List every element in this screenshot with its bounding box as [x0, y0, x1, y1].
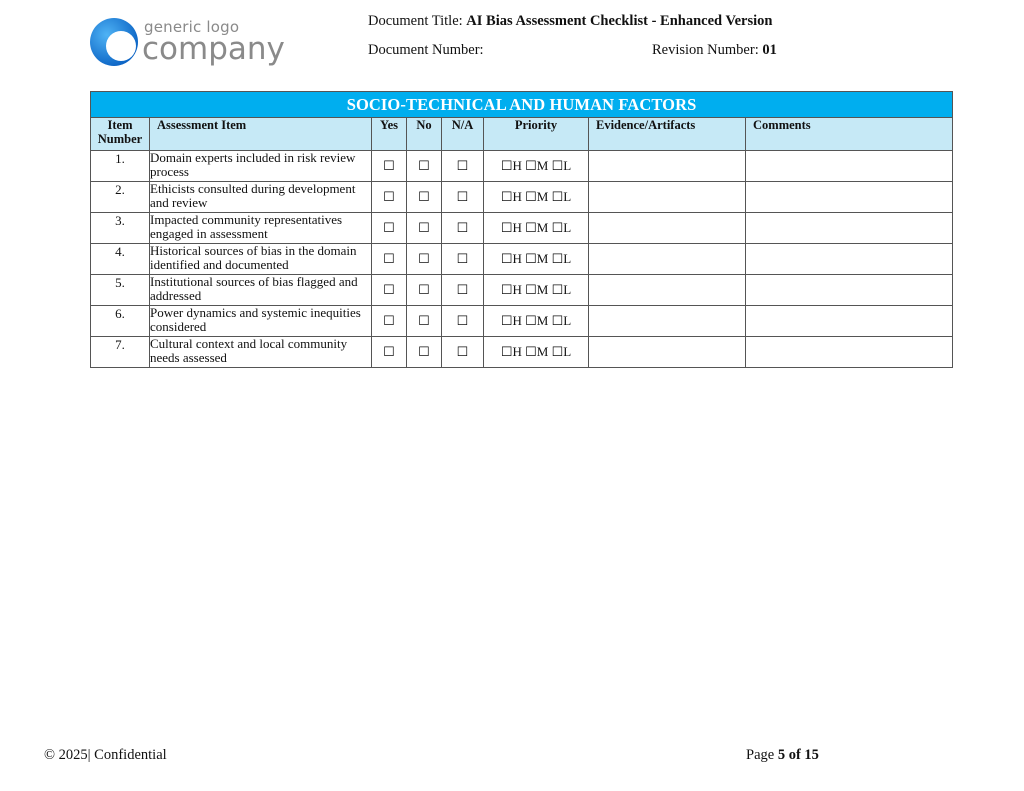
col-header-assessment-item: Assessment Item [150, 118, 372, 151]
page-total: 15 [804, 747, 819, 763]
no-checkbox[interactable]: ☐ [407, 337, 442, 368]
assessment-item-text: Domain experts included in risk review process [150, 151, 372, 182]
evidence-cell[interactable] [589, 244, 746, 275]
no-checkbox[interactable]: ☐ [407, 306, 442, 337]
col-header-yes: Yes [372, 118, 407, 151]
evidence-cell[interactable] [589, 182, 746, 213]
revision-number-line [652, 42, 777, 59]
table-row [91, 182, 953, 213]
table-row [91, 244, 953, 275]
yes-checkbox[interactable]: ☐ [372, 306, 407, 337]
na-checkbox[interactable]: ☐ [442, 337, 484, 368]
document-title-label: Document Title: [368, 13, 463, 29]
page-label: Page [746, 747, 775, 763]
priority-checkboxes[interactable]: ☐H ☐M ☐L [484, 213, 589, 244]
revision-number-value: 01 [762, 42, 777, 58]
no-checkbox[interactable]: ☐ [407, 275, 442, 306]
document-title-value: AI Bias Assessment Checklist - Enhanced Version [466, 13, 773, 29]
yes-checkbox[interactable]: ☐ [372, 337, 407, 368]
page-of: of [788, 747, 801, 763]
no-checkbox[interactable]: ☐ [407, 182, 442, 213]
col-header-priority: Priority [484, 118, 589, 151]
no-checkbox[interactable]: ☐ [407, 151, 442, 182]
col-header-no: No [407, 118, 442, 151]
logo-circle-icon [90, 16, 142, 68]
table-row [91, 213, 953, 244]
na-checkbox[interactable]: ☐ [442, 151, 484, 182]
col-header-item-number: Item Number [91, 118, 150, 151]
comments-cell[interactable] [746, 151, 953, 182]
col-header-na: N/A [442, 118, 484, 151]
assessment-item-text: Historical sources of bias in the domain identified and documented [150, 244, 372, 275]
comments-cell[interactable] [746, 337, 953, 368]
item-number: 2. [91, 182, 150, 213]
item-number: 6. [91, 306, 150, 337]
comments-cell[interactable] [746, 182, 953, 213]
logo-company-name: company [142, 31, 285, 67]
company-logo [90, 14, 290, 68]
comments-cell[interactable] [746, 244, 953, 275]
item-number: 7. [91, 337, 150, 368]
revision-number-label: Revision Number: [652, 42, 759, 58]
logo-tagline: generic logo [144, 18, 240, 36]
document-number-label: Document Number: [368, 42, 484, 58]
comments-cell[interactable] [746, 275, 953, 306]
table-row [91, 306, 953, 337]
item-number: 5. [91, 275, 150, 306]
priority-checkboxes[interactable]: ☐H ☐M ☐L [484, 337, 589, 368]
yes-checkbox[interactable]: ☐ [372, 151, 407, 182]
table-row [91, 151, 953, 182]
item-number: 4. [91, 244, 150, 275]
assessment-item-text: Impacted community representatives engaged in assessment [150, 213, 372, 244]
col-header-evidence: Evidence/Artifacts [589, 118, 746, 151]
column-header-row [91, 118, 953, 151]
item-number: 1. [91, 151, 150, 182]
assessment-item-text: Institutional sources of bias flagged and addressed [150, 275, 372, 306]
evidence-cell[interactable] [589, 337, 746, 368]
priority-checkboxes[interactable]: ☐H ☐M ☐L [484, 244, 589, 275]
evidence-cell[interactable] [589, 213, 746, 244]
priority-checkboxes[interactable]: ☐H ☐M ☐L [484, 151, 589, 182]
no-checkbox[interactable]: ☐ [407, 244, 442, 275]
no-checkbox[interactable]: ☐ [407, 213, 442, 244]
comments-cell[interactable] [746, 213, 953, 244]
na-checkbox[interactable]: ☐ [442, 275, 484, 306]
assessment-checklist-table [90, 91, 953, 368]
na-checkbox[interactable]: ☐ [442, 182, 484, 213]
footer-copyright: © 2025| Confidential [44, 747, 167, 763]
col-header-comments: Comments [746, 118, 953, 151]
table-row [91, 275, 953, 306]
priority-checkboxes[interactable]: ☐H ☐M ☐L [484, 182, 589, 213]
yes-checkbox[interactable]: ☐ [372, 213, 407, 244]
assessment-item-text: Power dynamics and systemic inequities considered [150, 306, 372, 337]
footer-page-number [746, 747, 819, 764]
document-title-line [368, 13, 772, 30]
assessment-item-text: Cultural context and local community needs assessed [150, 337, 372, 368]
evidence-cell[interactable] [589, 275, 746, 306]
assessment-item-text: Ethicists consulted during development and review [150, 182, 372, 213]
evidence-cell[interactable] [589, 306, 746, 337]
na-checkbox[interactable]: ☐ [442, 213, 484, 244]
priority-checkboxes[interactable]: ☐H ☐M ☐L [484, 275, 589, 306]
priority-checkboxes[interactable]: ☐H ☐M ☐L [484, 306, 589, 337]
comments-cell[interactable] [746, 306, 953, 337]
table-row [91, 337, 953, 368]
section-title: SOCIO-TECHNICAL AND HUMAN FACTORS [91, 92, 953, 118]
yes-checkbox[interactable]: ☐ [372, 275, 407, 306]
na-checkbox[interactable]: ☐ [442, 244, 484, 275]
na-checkbox[interactable]: ☐ [442, 306, 484, 337]
yes-checkbox[interactable]: ☐ [372, 182, 407, 213]
item-number: 3. [91, 213, 150, 244]
yes-checkbox[interactable]: ☐ [372, 244, 407, 275]
evidence-cell[interactable] [589, 151, 746, 182]
page-current: 5 [777, 747, 786, 763]
